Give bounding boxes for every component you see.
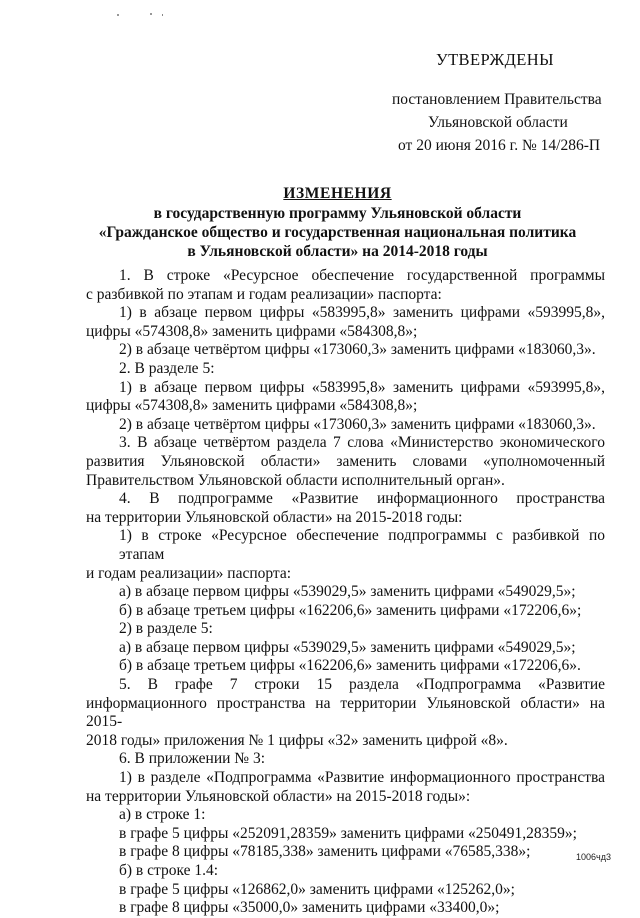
title-heading: ИЗМЕНЕНИЯ [283,185,392,202]
approval-line-3: от 20 июня 2016 г. № 14/286-П [398,137,601,154]
body-line: а) в абзаце первом цифры «539029,5» заменить цифрами «549029,5»; [119,583,576,601]
document-body [86,267,605,918]
body-line: 2) в разделе 5: [119,620,213,638]
body-line: а) в абзаце первом цифры «539029,5» заменить цифрами «549029,5»; [119,638,576,656]
body-line: 3. В абзаце четвёртом раздела 7 слова «Министерство экономического [119,434,605,452]
body-line: 1) в абзаце первом цифры «583995,8» заменить цифрами «593995,8», [119,304,605,322]
document-title [60,184,615,261]
body-line: 6. В приложении № 3: [119,750,266,768]
body-line: 1) в абзаце первом цифры «583995,8» заменить цифрами «593995,8», [119,378,605,396]
scan-speck [117,14,119,16]
page-code: 1006чд3 [576,852,611,862]
body-line: в графе 8 цифры «78185,338» заменить цифрами «76585,338»; [119,843,531,861]
body-line: в графе 8 цифры «35000,0» заменить цифрами «33400,0»; [119,899,500,917]
body-line: 2) в абзаце четвёртом цифры «173060,3» заменить цифрами «183060,3». [119,341,596,359]
body-line: 1) в строке «Ресурсное обеспечение подпрограммы с разбивкой по этапам [119,527,605,563]
body-line: развития Ульяновской области» заменить словами «уполномоченный [86,452,605,470]
body-line: 1. В строке «Ресурсное обеспечение государственной программы [119,267,605,284]
approval-line-1: постановлением Правительства [392,91,602,108]
body-line: информационного пространства на территории Ульяновской области» на 2015- [86,694,605,731]
approval-block [392,48,612,157]
body-line: на территории Ульяновской области» на 2015-2018 годы»: [86,787,471,805]
body-line: с разбивкой по этапам и годам реализации» паспорта: [86,285,442,303]
body-line: в графе 5 цифры «126862,0» заменить цифрами «125262,0»; [119,880,515,898]
body-line: и годам реализации» паспорта: [86,564,292,582]
body-line: цифры «574308,8» заменить цифрами «584308,8»; [86,322,418,340]
body-line: 2. В разделе 5: [119,359,215,377]
scan-speck [162,14,163,16]
body-line: 4. В подпрограмме «Развитие информационного пространства [119,490,605,508]
title-line-1: в государственную программу Ульяновской области [153,205,522,222]
body-line: 2) в абзаце четвёртом цифры «173060,3» заменить цифрами «183060,3». [119,415,596,433]
body-line: 5. В графе 7 строки 15 раздела «Подпрограмма «Развитие [119,676,605,694]
title-line-3: в Ульяновской области» на 2014-2018 годы [187,243,488,260]
body-line: б) в строке 1.4: [119,862,219,879]
approval-heading: УТВЕРЖДЕНЫ [436,50,554,69]
body-line: Правительством Ульяновской области исполнительный орган». [86,471,505,489]
body-line: б) в абзаце третьем цифры «162206,6» заменить цифрами «172206,6». [119,657,581,675]
body-line: на территории Ульяновской области» на 2015-2018 годы: [86,508,463,526]
title-line-2: «Гражданское общество и государственная национальная политика [98,224,577,241]
body-line: 2018 годы» приложения № 1 цифры «32» заменить цифрой «8». [86,731,508,749]
approval-line-2: Ульяновской области [428,114,568,131]
body-line: цифры «574308,8» заменить цифрами «584308,8»; [86,397,418,415]
body-line: б) в абзаце третьем цифры «162206,6» заменить цифрами «172206,6»; [119,601,582,619]
body-line: в графе 5 цифры «252091,28359» заменить цифрами «250491,28359»; [119,824,577,842]
scan-speck [150,13,152,15]
body-line: а) в строке 1: [119,806,206,824]
body-line: 1) в разделе «Подпрограмма «Развитие информационного пространства [119,769,605,787]
